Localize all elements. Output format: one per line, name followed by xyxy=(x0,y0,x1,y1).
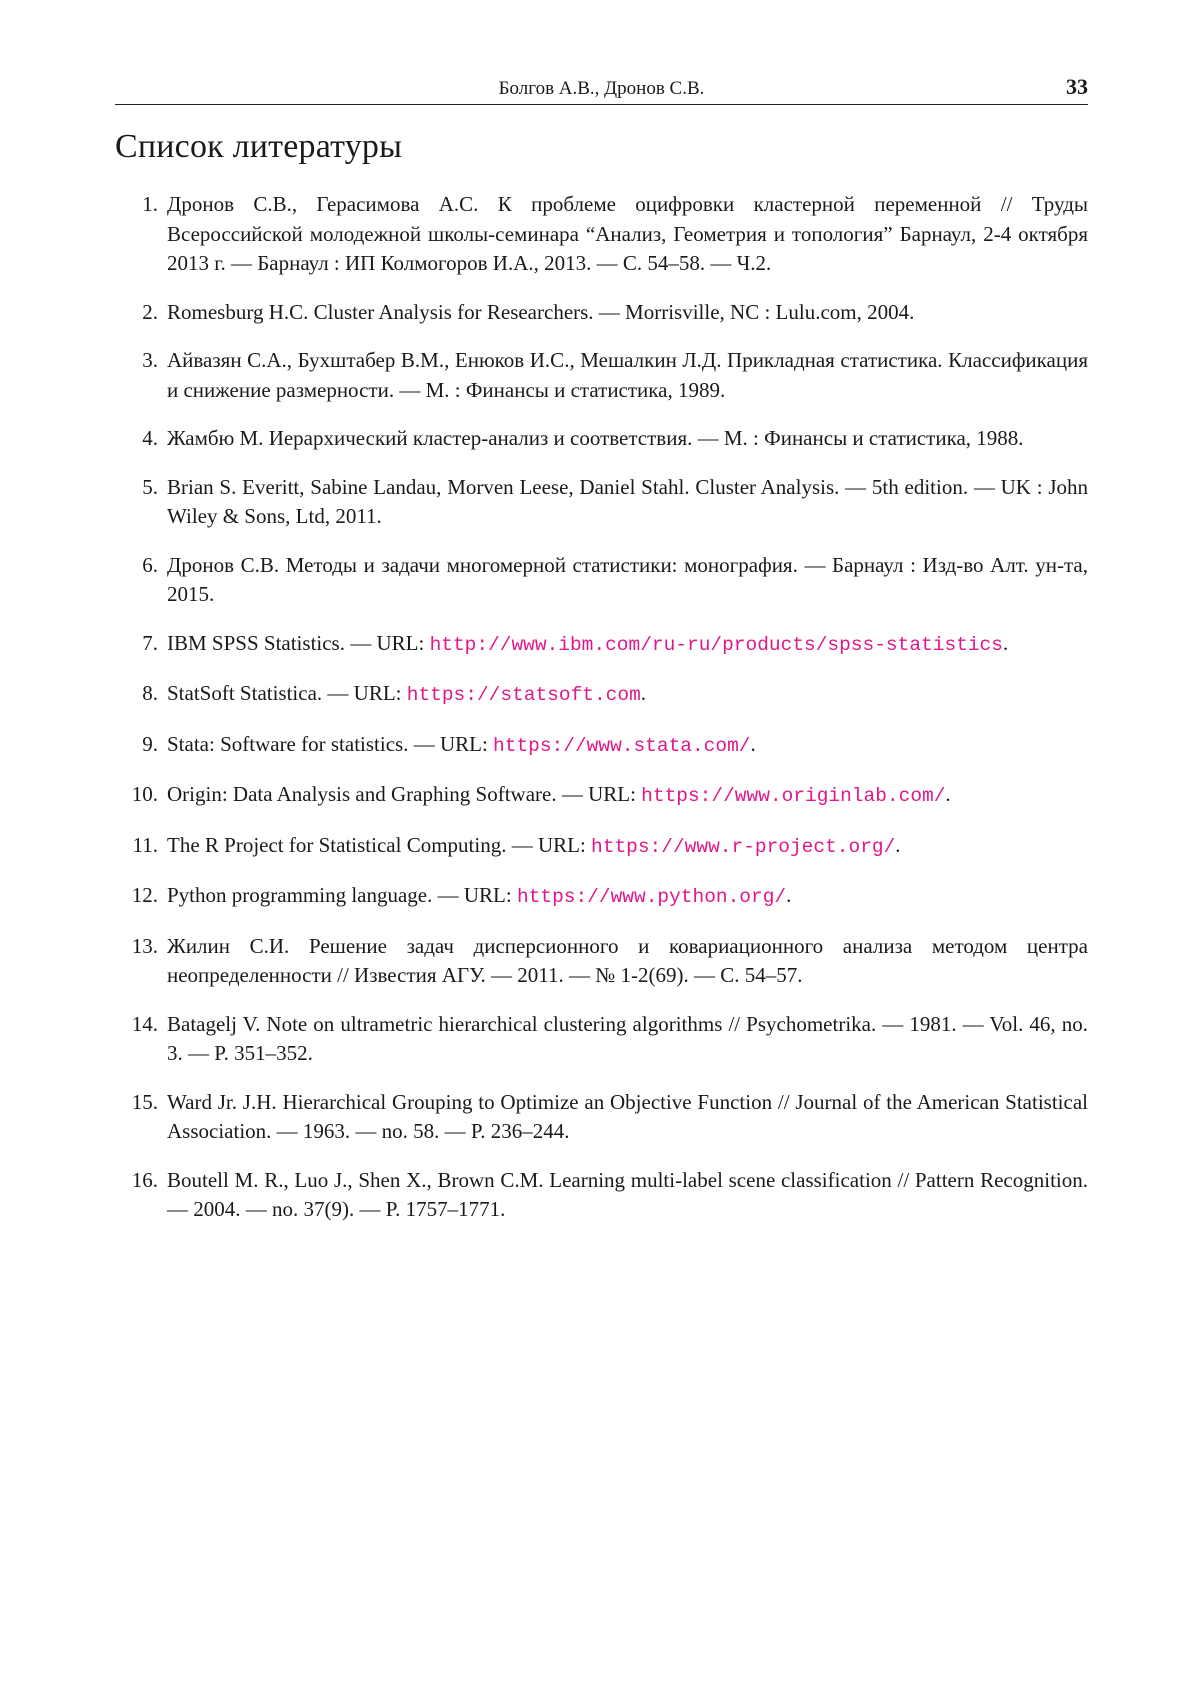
reference-url-link[interactable]: https://statsoft.com xyxy=(407,684,641,706)
reference-text xyxy=(158,831,1088,863)
reference-number: 13. xyxy=(115,932,158,991)
reference-text: Boutell M. R., Luo J., Shen X., Brown C.M. Learning multi-label scene classification // Pattern Recognition. — 2004. — no. 37(9). — P. 1757–1771. xyxy=(158,1166,1088,1225)
reference-item xyxy=(115,473,1088,532)
reference-text: Batagelj V. Note on ultrametric hierarchical clustering algorithms // Psychometrika. — 1981. — Vol. 46, no. 3. — P. 351–352. xyxy=(158,1010,1088,1069)
reference-text: Romesburg H.C. Cluster Analysis for Researchers. — Morrisville, NC : Lulu.com, 2004. xyxy=(158,298,1088,328)
reference-item xyxy=(115,932,1088,991)
reference-url-link[interactable]: https://www.r-project.org/ xyxy=(591,836,895,858)
reference-text xyxy=(158,730,1088,762)
reference-text-lead: Python programming language. — URL: xyxy=(167,883,517,907)
reference-number: 14. xyxy=(115,1010,158,1069)
reference-text: Жилин С.И. Решение задач дисперсионного и ковариационного анализа методом центра неопределенности // Известия АГУ. — 2011. — № 1-2(69). — С. 54–57. xyxy=(158,932,1088,991)
reference-number: 1. xyxy=(115,190,158,279)
reference-text-tail: . xyxy=(1003,631,1008,655)
header-authors: Болгов А.В., Дронов С.В. xyxy=(115,78,1088,100)
reference-text-lead: StatSoft Statistica. — URL: xyxy=(167,681,407,705)
reference-number: 10. xyxy=(115,780,158,812)
reference-text xyxy=(158,679,1088,711)
reference-number: 4. xyxy=(115,424,158,454)
reference-item xyxy=(115,730,1088,762)
reference-text: Айвазян С.А., Бухштабер В.М., Енюков И.С., Мешалкин Л.Д. Прикладная статистика. Классификация и снижение размерности. — М. : Финансы и статистика, 1989. xyxy=(158,346,1088,405)
reference-text xyxy=(158,629,1088,661)
reference-item xyxy=(115,881,1088,913)
reference-text-lead: IBM SPSS Statistics. — URL: xyxy=(167,631,430,655)
reference-item xyxy=(115,831,1088,863)
reference-number: 5. xyxy=(115,473,158,532)
reference-item xyxy=(115,346,1088,405)
reference-item xyxy=(115,629,1088,661)
reference-url-link[interactable]: https://www.originlab.com/ xyxy=(641,785,945,807)
reference-text: Ward Jr. J.H. Hierarchical Grouping to Optimize an Objective Function // Journal of the American Statistical Association. — 1963. — no. 58. — P. 236–244. xyxy=(158,1088,1088,1147)
reference-text: Дронов С.В., Герасимова А.С. К проблеме оцифровки кластерной переменной // Труды Всероссийской молодежной школы-семинара “Анализ, Геометрия и топология” Барнаул, 2-4 октября 2013 г. — Барнаул : ИП Колмогоров И.А., 2013. — С. 54–58. — Ч.2. xyxy=(158,190,1088,279)
page-number: 33 xyxy=(1066,74,1088,100)
reference-item xyxy=(115,424,1088,454)
reference-text-lead: Origin: Data Analysis and Graphing Software. — URL: xyxy=(167,782,641,806)
reference-text: Жамбю М. Иерархический кластер-анализ и соответствия. — М. : Финансы и статистика, 1988. xyxy=(158,424,1088,454)
reference-item xyxy=(115,780,1088,812)
reference-list xyxy=(115,190,1088,1244)
reference-url-link[interactable]: http://www.ibm.com/ru-ru/products/spss-statistics xyxy=(430,634,1003,656)
reference-item xyxy=(115,551,1088,610)
document-page xyxy=(0,0,1200,1697)
reference-text-tail: . xyxy=(945,782,950,806)
reference-text: Brian S. Everitt, Sabine Landau, Morven Leese, Daniel Stahl. Cluster Analysis. — 5th edition. — UK : John Wiley & Sons, Ltd, 2011. xyxy=(158,473,1088,532)
reference-item xyxy=(115,1166,1088,1225)
reference-text-tail: . xyxy=(786,883,791,907)
reference-item xyxy=(115,1010,1088,1069)
reference-item xyxy=(115,298,1088,328)
reference-item xyxy=(115,1088,1088,1147)
section-title: Список литературы xyxy=(115,128,402,166)
reference-number: 6. xyxy=(115,551,158,610)
reference-number: 11. xyxy=(115,831,158,863)
reference-text xyxy=(158,881,1088,913)
reference-text-tail: . xyxy=(641,681,646,705)
reference-item xyxy=(115,679,1088,711)
reference-number: 9. xyxy=(115,730,158,762)
reference-text: Дронов С.В. Методы и задачи многомерной статистики: монография. — Барнаул : Изд-во Алт. ун-та, 2015. xyxy=(158,551,1088,610)
reference-text xyxy=(158,780,1088,812)
reference-number: 16. xyxy=(115,1166,158,1225)
reference-text-lead: The R Project for Statistical Computing. — URL: xyxy=(167,833,591,857)
reference-text-tail: . xyxy=(751,732,756,756)
reference-number: 7. xyxy=(115,629,158,661)
running-header xyxy=(115,74,1088,105)
reference-item xyxy=(115,190,1088,279)
reference-url-link[interactable]: https://www.python.org/ xyxy=(517,886,786,908)
reference-number: 15. xyxy=(115,1088,158,1147)
reference-url-link[interactable]: https://www.stata.com/ xyxy=(493,735,750,757)
reference-number: 3. xyxy=(115,346,158,405)
reference-number: 12. xyxy=(115,881,158,913)
reference-number: 2. xyxy=(115,298,158,328)
reference-text-lead: Stata: Software for statistics. — URL: xyxy=(167,732,493,756)
reference-number: 8. xyxy=(115,679,158,711)
reference-text-tail: . xyxy=(895,833,900,857)
